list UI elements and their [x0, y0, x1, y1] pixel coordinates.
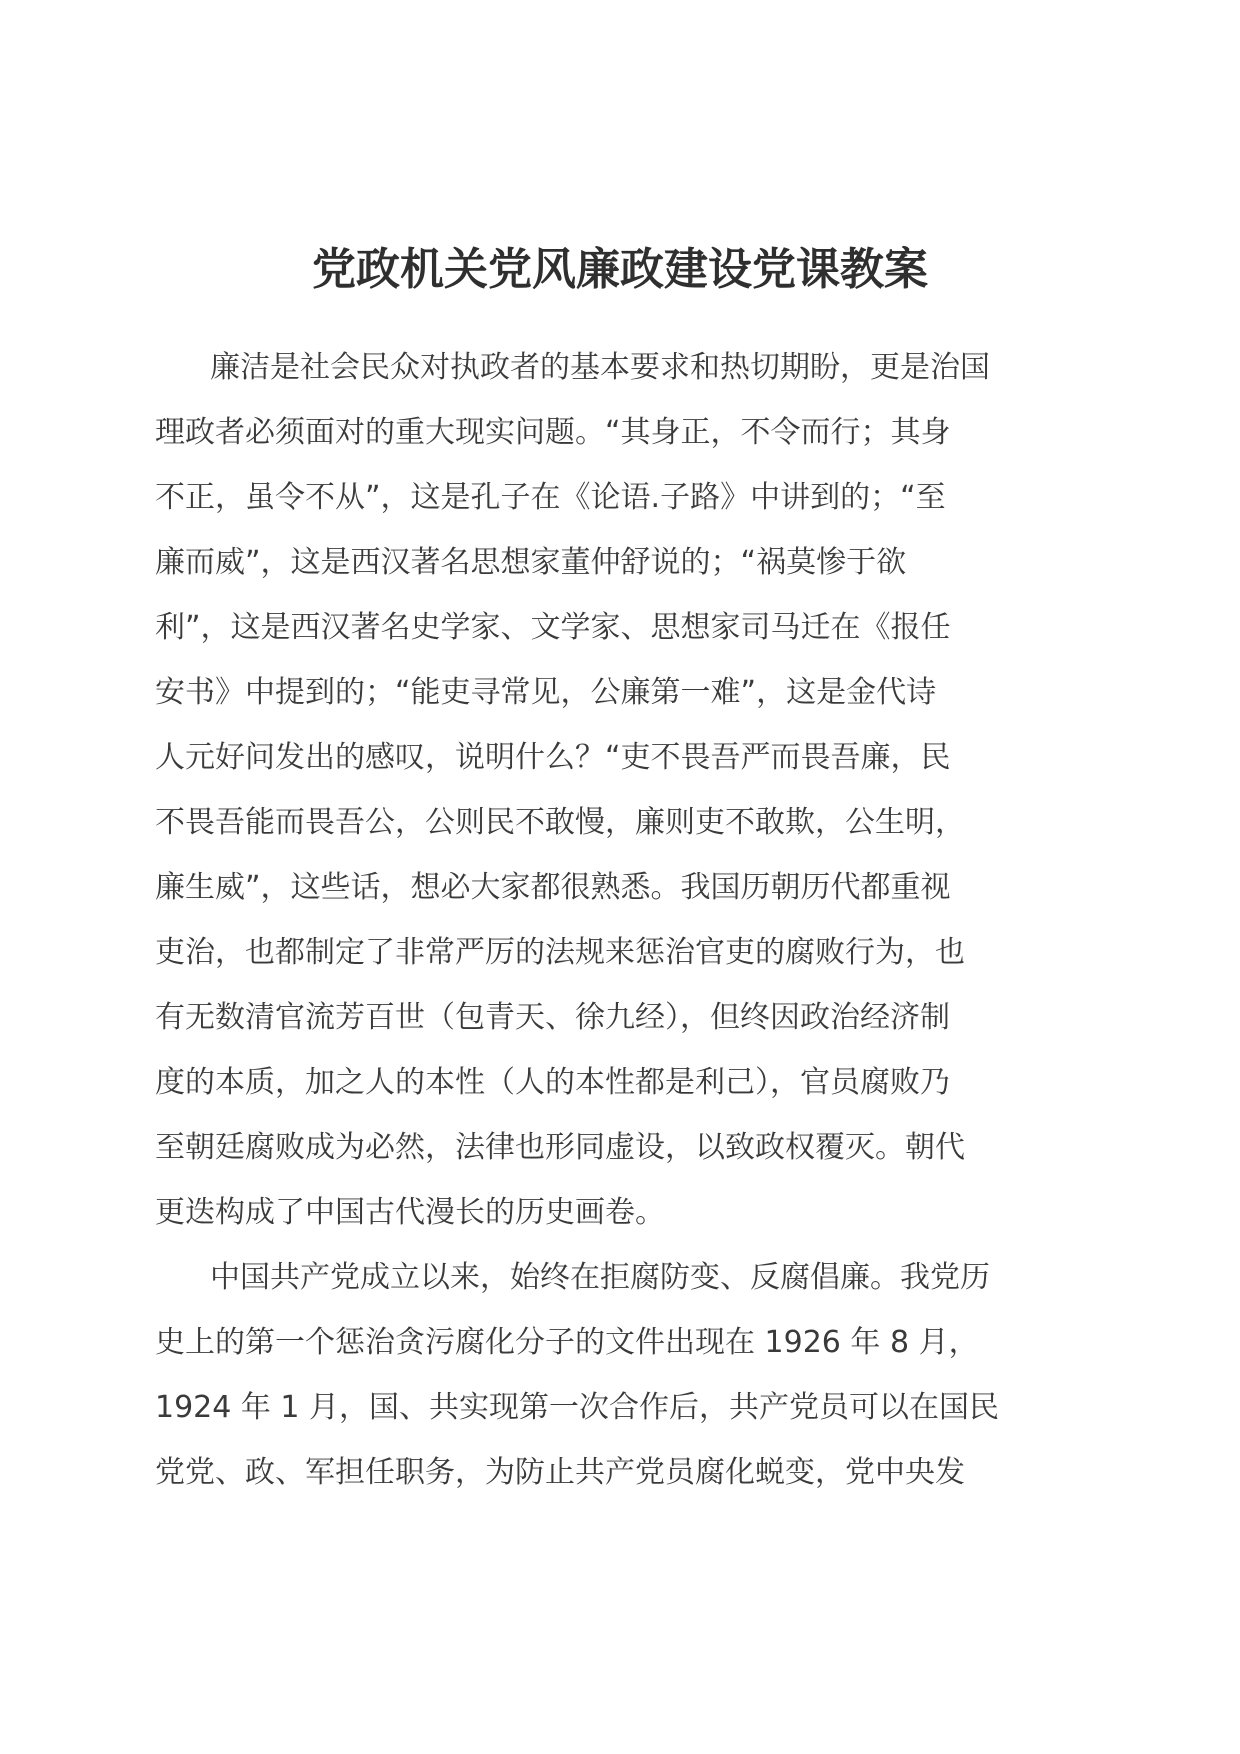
text-line: 更迭构成了中国古代漫长的历史画卷。 — [155, 1195, 665, 1230]
text-line: 至朝廷腐败成为必然，法律也形同虚设，以致政权覆灭。朝代 — [155, 1130, 965, 1165]
paragraph-2 — [155, 1245, 1090, 1505]
paragraph-1 — [155, 335, 1090, 1245]
document-body — [155, 335, 1090, 1505]
text-line: 不正，虽令不从”，这是孔子在《论语.子路》中讲到的；“至 — [155, 480, 946, 515]
text-line: 不畏吾能而畏吾公，公则民不敢慢，廉则吏不敢欺，公生明， — [155, 805, 965, 840]
text-line: 理政者必须面对的重大现实问题。“其身正，不令而行；其身 — [155, 415, 951, 450]
text-line: 利”，这是西汉著名史学家、文学家、思想家司马迁在《报任 — [155, 610, 951, 645]
text-line: 有无数清官流芳百世（包青天、徐九经），但终因政治经济制 — [155, 1000, 950, 1035]
text-line: 1924 年 1 月，国、共实现第一次合作后，共产党员可以在国民 — [155, 1390, 1000, 1425]
text-line: 史上的第一个惩治贪污腐化分子的文件出现在 1926 年 8 月， — [155, 1325, 979, 1360]
text-line: 廉洁是社会民众对执政者的基本要求和热切期盼，更是治国 — [210, 350, 990, 385]
text-line: 廉生威”，这些话，想必大家都很熟悉。我国历朝历代都重视 — [155, 870, 951, 905]
text-line: 廉而威”，这是西汉著名思想家董仲舒说的；“祸莫惨于欲 — [155, 545, 907, 580]
text-line: 安书》中提到的；“能吏寻常见，公廉第一难”，这是金代诗 — [155, 675, 937, 710]
text-line: 中国共产党成立以来，始终在拒腐防变、反腐倡廉。我党历 — [210, 1260, 990, 1295]
document-title: 党政机关党风廉政建设党课教案 — [312, 244, 928, 295]
text-line: 度的本质，加之人的本性（人的本性都是利己），官员腐败乃 — [155, 1065, 950, 1100]
text-line: 吏治，也都制定了非常严厉的法规来惩治官吏的腐败行为，也 — [155, 935, 965, 970]
text-line: 人元好问发出的感叹，说明什么？“吏不畏吾严而畏吾廉，民 — [155, 740, 951, 775]
text-line: 党党、政、军担任职务，为防止共产党员腐化蜕变，党中央发 — [155, 1455, 965, 1490]
